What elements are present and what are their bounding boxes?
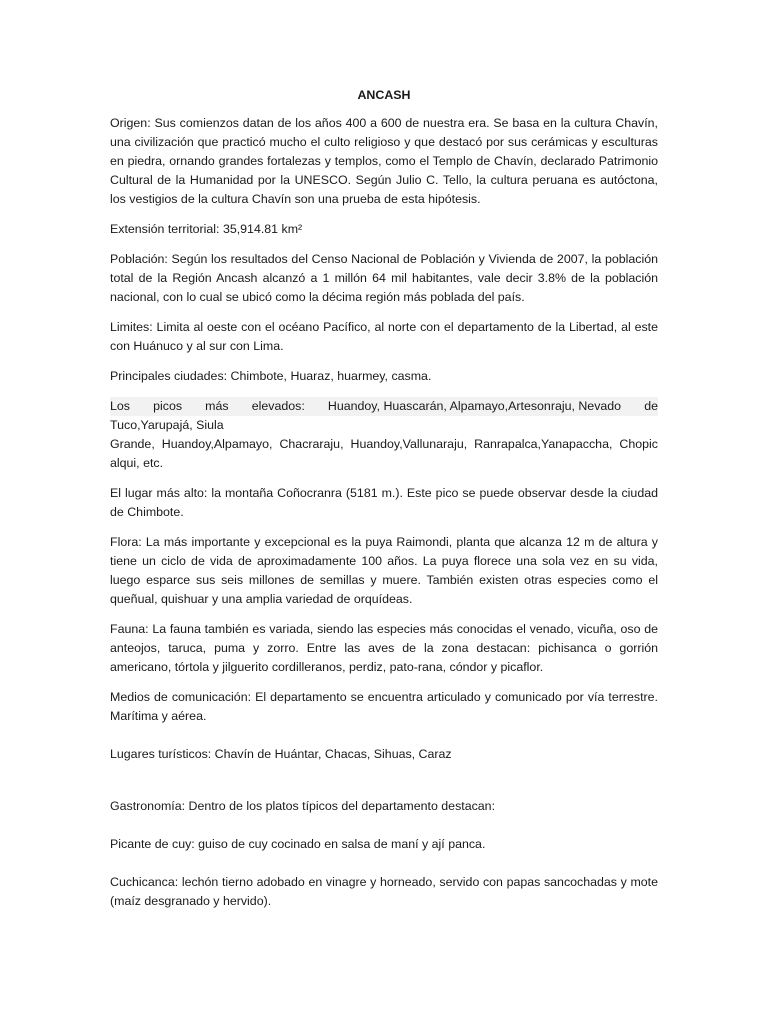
picos-peaks: Huandoy, Huascarán, Alpamayo,Artesonraju, Nevado <box>327 399 622 413</box>
picos-second-line: Tuco,Yarupajá, Siula <box>110 418 224 432</box>
paragraph-ciudades: Principales ciudades: Chimbote, Huaraz, huarmey, casma. <box>110 369 432 383</box>
picos-word: de <box>644 399 658 413</box>
picos-rest: Grande, Huandoy,Alpamayo, Chacraraju, Huandoy,Vallunaraju, Ranrapalca,Yanapaccha, Chopic alqui, etc. <box>110 437 658 470</box>
picos-word: más <box>205 399 229 413</box>
paragraph-extension: Extensión territorial: 35,914.81 km² <box>110 222 303 236</box>
document-title: ANCASH <box>357 88 411 102</box>
paragraph-lugar-alto: El lugar más alto: la montaña Coñocranra (5181 m.). Este pico se puede observar desde la ciudad de Chimbote. <box>110 486 658 519</box>
paragraph-picos <box>110 397 658 473</box>
paragraph-medios: Medios de comunicación: El departamento se encuentra articulado y comunicado por vía terrestre. Marítima y aérea. <box>110 690 658 723</box>
picos-word: Los <box>110 399 130 413</box>
paragraph-fauna: Fauna: La fauna también es variada, siendo las especies más conocidas el venado, vicuña, oso de anteojos, taruca, puma y zorro. Entre las aves de la zona destacan: pichisanca o gorrión americano, tórtola y jilguerito cordilleranos, perdiz, pato-rana, cóndor y picaflor. <box>110 622 658 674</box>
paragraph-gastronomia: Gastronomía: Dentro de los platos típicos del departamento destacan: <box>110 799 496 813</box>
paragraph-flora: Flora: La más importante y excepcional es la puya Raimondi, planta que alcanza 12 m de altura y tiene un ciclo de vida de aproximadamente 100 años. La puya florece una sola vez en su vida, luego esparce sus seis millones de semillas y muere. También existen otras especies como el queñual, quishuar y una amplia variedad de orquídeas. <box>110 535 658 606</box>
paragraph-cuchicanca: Cuchicanca: lechón tierno adobado en vinagre y horneado, servido con papas sancochadas y mote (maíz desgranado y hervido). <box>110 875 658 908</box>
picos-word: elevados: <box>251 399 305 413</box>
paragraph-picante-cuy: Picante de cuy: guiso de cuy cocinado en salsa de maní y ají panca. <box>110 837 486 851</box>
document-page <box>110 86 658 922</box>
paragraph-origen: Origen: Sus comienzos datan de los años 400 a 600 de nuestra era. Se basa en la cultura Chavín, una civilización que practicó mucho el culto religioso y que destacó por sus cerámicas y esculturas en piedra, ornando grandes fortalezas y templos, como el Templo de Chavín, declarado Patrimonio Cultural de la Humanidad por la UNESCO. Según Julio C. Tello, la cultura peruana es autóctona, los vestigios de la cultura Chavín son una prueba de esta hipótesis. <box>110 116 658 206</box>
picos-word: picos <box>153 399 183 413</box>
picos-first-line <box>110 397 658 416</box>
paragraph-poblacion: Población: Según los resultados del Censo Nacional de Población y Vivienda de 2007, la población total de la Región Ancash alcanzó a 1 millón 64 mil habitantes, vale decir 3.8% de la población nacional, con lo cual se ubicó como la décima región más poblada del país. <box>110 252 658 304</box>
paragraph-limites: Limites: Limita al oeste con el océano Pacífico, al norte con el departamento de la Libertad, al este con Huánuco y al sur con Lima. <box>110 320 658 353</box>
paragraph-turisticos: Lugares turísticos: Chavín de Huántar, Chacas, Sihuas, Caraz <box>110 747 452 761</box>
